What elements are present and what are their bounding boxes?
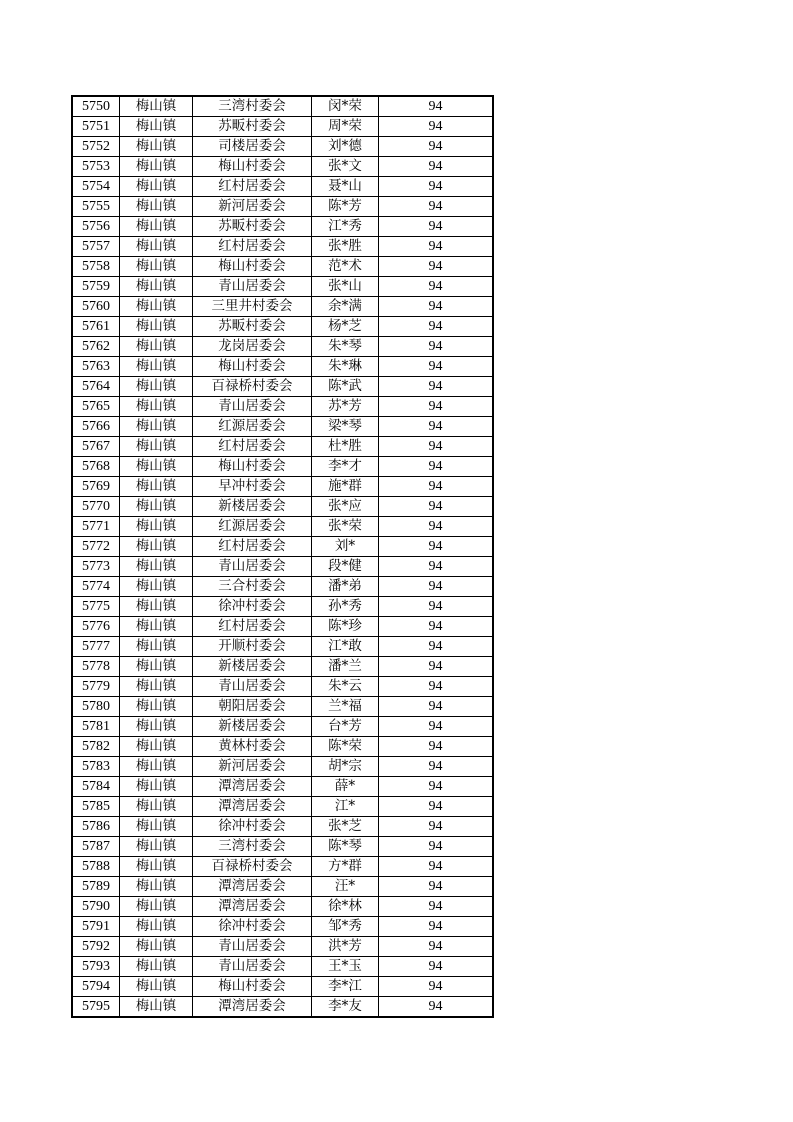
table-row: [73, 957, 493, 977]
table-row: [73, 317, 493, 337]
name-cell: 周*荣: [312, 117, 379, 137]
name-cell: 张*荣: [312, 517, 379, 537]
row-number-cell: 5761: [73, 317, 120, 337]
name-cell: 段*健: [312, 557, 379, 577]
table-row: [73, 717, 493, 737]
score-cell: 94: [379, 777, 493, 797]
name-cell: 朱*云: [312, 677, 379, 697]
score-cell: 94: [379, 577, 493, 597]
table-row: [73, 597, 493, 617]
score-cell: 94: [379, 197, 493, 217]
score-cell: 94: [379, 97, 493, 117]
community-cell: 青山居委会: [193, 397, 312, 417]
score-cell: 94: [379, 897, 493, 917]
score-cell: 94: [379, 797, 493, 817]
row-number-cell: 5773: [73, 557, 120, 577]
row-number-cell: 5769: [73, 477, 120, 497]
table-row: [73, 217, 493, 237]
table-row: [73, 277, 493, 297]
score-cell: 94: [379, 217, 493, 237]
table-row: [73, 137, 493, 157]
town-cell: 梅山镇: [120, 897, 193, 917]
name-cell: 汪*: [312, 877, 379, 897]
town-cell: 梅山镇: [120, 177, 193, 197]
table-row: [73, 577, 493, 597]
row-number-cell: 5750: [73, 97, 120, 117]
table-row: [73, 537, 493, 557]
name-cell: 陈*琴: [312, 837, 379, 857]
row-number-cell: 5776: [73, 617, 120, 637]
town-cell: 梅山镇: [120, 717, 193, 737]
row-number-cell: 5765: [73, 397, 120, 417]
table-row: [73, 637, 493, 657]
row-number-cell: 5779: [73, 677, 120, 697]
name-cell: 余*满: [312, 297, 379, 317]
community-cell: 苏畈村委会: [193, 117, 312, 137]
score-cell: 94: [379, 457, 493, 477]
community-cell: 百禄桥村委会: [193, 377, 312, 397]
community-cell: 红源居委会: [193, 517, 312, 537]
score-cell: 94: [379, 397, 493, 417]
table-row: [73, 497, 493, 517]
score-cell: 94: [379, 517, 493, 537]
row-number-cell: 5787: [73, 837, 120, 857]
town-cell: 梅山镇: [120, 697, 193, 717]
score-cell: 94: [379, 177, 493, 197]
score-cell: 94: [379, 137, 493, 157]
table-row: [73, 237, 493, 257]
town-cell: 梅山镇: [120, 217, 193, 237]
table-row: [73, 397, 493, 417]
score-cell: 94: [379, 817, 493, 837]
table-row: [73, 737, 493, 757]
row-number-cell: 5784: [73, 777, 120, 797]
table-body: [73, 97, 493, 1017]
town-cell: 梅山镇: [120, 277, 193, 297]
community-cell: 新河居委会: [193, 757, 312, 777]
score-cell: 94: [379, 977, 493, 997]
community-cell: 红村居委会: [193, 177, 312, 197]
name-cell: 杜*胜: [312, 437, 379, 457]
town-cell: 梅山镇: [120, 357, 193, 377]
table-row: [73, 257, 493, 277]
name-cell: 陈*荣: [312, 737, 379, 757]
row-number-cell: 5777: [73, 637, 120, 657]
community-cell: 徐冲村委会: [193, 817, 312, 837]
score-cell: 94: [379, 877, 493, 897]
table-row: [73, 437, 493, 457]
row-number-cell: 5752: [73, 137, 120, 157]
name-cell: 梁*琴: [312, 417, 379, 437]
row-number-cell: 5794: [73, 977, 120, 997]
town-cell: 梅山镇: [120, 497, 193, 517]
town-cell: 梅山镇: [120, 257, 193, 277]
community-cell: 新楼居委会: [193, 717, 312, 737]
score-cell: 94: [379, 437, 493, 457]
name-cell: 杨*芝: [312, 317, 379, 337]
name-cell: 刘*: [312, 537, 379, 557]
town-cell: 梅山镇: [120, 417, 193, 437]
community-cell: 新楼居委会: [193, 497, 312, 517]
town-cell: 梅山镇: [120, 437, 193, 457]
town-cell: 梅山镇: [120, 837, 193, 857]
community-cell: 朝阳居委会: [193, 697, 312, 717]
town-cell: 梅山镇: [120, 557, 193, 577]
row-number-cell: 5755: [73, 197, 120, 217]
community-cell: 徐冲村委会: [193, 597, 312, 617]
town-cell: 梅山镇: [120, 677, 193, 697]
row-number-cell: 5793: [73, 957, 120, 977]
town-cell: 梅山镇: [120, 997, 193, 1017]
table-row: [73, 617, 493, 637]
score-cell: 94: [379, 957, 493, 977]
community-cell: 潭湾居委会: [193, 777, 312, 797]
row-number-cell: 5789: [73, 877, 120, 897]
row-number-cell: 5763: [73, 357, 120, 377]
community-cell: 三湾村委会: [193, 837, 312, 857]
name-cell: 李*才: [312, 457, 379, 477]
score-cell: 94: [379, 757, 493, 777]
score-cell: 94: [379, 157, 493, 177]
row-number-cell: 5771: [73, 517, 120, 537]
score-cell: 94: [379, 317, 493, 337]
town-cell: 梅山镇: [120, 777, 193, 797]
score-cell: 94: [379, 117, 493, 137]
table-row: [73, 877, 493, 897]
row-number-cell: 5758: [73, 257, 120, 277]
row-number-cell: 5783: [73, 757, 120, 777]
row-number-cell: 5788: [73, 857, 120, 877]
community-cell: 潭湾居委会: [193, 877, 312, 897]
score-cell: 94: [379, 377, 493, 397]
town-cell: 梅山镇: [120, 877, 193, 897]
score-cell: 94: [379, 937, 493, 957]
name-cell: 江*敢: [312, 637, 379, 657]
community-cell: 三里井村委会: [193, 297, 312, 317]
community-cell: 潭湾居委会: [193, 797, 312, 817]
table-row: [73, 837, 493, 857]
community-cell: 徐冲村委会: [193, 917, 312, 937]
town-cell: 梅山镇: [120, 237, 193, 257]
score-cell: 94: [379, 257, 493, 277]
community-cell: 潭湾居委会: [193, 897, 312, 917]
name-cell: 邹*秀: [312, 917, 379, 937]
table-row: [73, 177, 493, 197]
row-number-cell: 5791: [73, 917, 120, 937]
row-number-cell: 5762: [73, 337, 120, 357]
row-number-cell: 5768: [73, 457, 120, 477]
community-cell: 梅山村委会: [193, 457, 312, 477]
name-cell: 薛*: [312, 777, 379, 797]
table-row: [73, 197, 493, 217]
town-cell: 梅山镇: [120, 137, 193, 157]
name-cell: 兰*福: [312, 697, 379, 717]
row-number-cell: 5754: [73, 177, 120, 197]
score-cell: 94: [379, 717, 493, 737]
name-cell: 陈*武: [312, 377, 379, 397]
town-cell: 梅山镇: [120, 157, 193, 177]
community-cell: 潭湾居委会: [193, 997, 312, 1017]
community-cell: 司楼居委会: [193, 137, 312, 157]
score-cell: 94: [379, 737, 493, 757]
community-cell: 青山居委会: [193, 677, 312, 697]
table-row: [73, 157, 493, 177]
community-cell: 梅山村委会: [193, 257, 312, 277]
row-number-cell: 5753: [73, 157, 120, 177]
score-cell: 94: [379, 697, 493, 717]
score-cell: 94: [379, 657, 493, 677]
town-cell: 梅山镇: [120, 577, 193, 597]
row-number-cell: 5792: [73, 937, 120, 957]
row-number-cell: 5759: [73, 277, 120, 297]
town-cell: 梅山镇: [120, 297, 193, 317]
name-cell: 方*群: [312, 857, 379, 877]
table-row: [73, 697, 493, 717]
row-number-cell: 5780: [73, 697, 120, 717]
table-row: [73, 97, 493, 117]
table-row: [73, 657, 493, 677]
table-row: [73, 417, 493, 437]
row-number-cell: 5760: [73, 297, 120, 317]
name-cell: 张*应: [312, 497, 379, 517]
score-cell: 94: [379, 597, 493, 617]
table-row: [73, 117, 493, 137]
town-cell: 梅山镇: [120, 737, 193, 757]
town-cell: 梅山镇: [120, 477, 193, 497]
name-cell: 张*芝: [312, 817, 379, 837]
row-number-cell: 5778: [73, 657, 120, 677]
score-cell: 94: [379, 857, 493, 877]
town-cell: 梅山镇: [120, 97, 193, 117]
town-cell: 梅山镇: [120, 757, 193, 777]
row-number-cell: 5790: [73, 897, 120, 917]
table-row: [73, 897, 493, 917]
table-row: [73, 557, 493, 577]
community-cell: 三湾村委会: [193, 97, 312, 117]
community-cell: 青山居委会: [193, 957, 312, 977]
table-row: [73, 857, 493, 877]
name-cell: 李*友: [312, 997, 379, 1017]
community-cell: 青山居委会: [193, 937, 312, 957]
row-number-cell: 5767: [73, 437, 120, 457]
table-row: [73, 377, 493, 397]
score-cell: 94: [379, 917, 493, 937]
community-cell: 新楼居委会: [193, 657, 312, 677]
name-cell: 陈*芳: [312, 197, 379, 217]
town-cell: 梅山镇: [120, 637, 193, 657]
row-number-cell: 5766: [73, 417, 120, 437]
table-row: [73, 297, 493, 317]
community-cell: 梅山村委会: [193, 977, 312, 997]
town-cell: 梅山镇: [120, 517, 193, 537]
table-row: [73, 337, 493, 357]
row-number-cell: 5775: [73, 597, 120, 617]
town-cell: 梅山镇: [120, 197, 193, 217]
score-cell: 94: [379, 537, 493, 557]
score-cell: 94: [379, 477, 493, 497]
table-row: [73, 917, 493, 937]
name-cell: 孙*秀: [312, 597, 379, 617]
town-cell: 梅山镇: [120, 857, 193, 877]
name-cell: 李*江: [312, 977, 379, 997]
score-cell: 94: [379, 337, 493, 357]
table-row: [73, 457, 493, 477]
name-cell: 朱*琴: [312, 337, 379, 357]
table-row: [73, 797, 493, 817]
name-cell: 张*文: [312, 157, 379, 177]
community-cell: 龙岗居委会: [193, 337, 312, 357]
table-row: [73, 777, 493, 797]
community-cell: 青山居委会: [193, 557, 312, 577]
table-row: [73, 817, 493, 837]
town-cell: 梅山镇: [120, 617, 193, 637]
score-cell: 94: [379, 677, 493, 697]
name-cell: 刘*德: [312, 137, 379, 157]
table-row: [73, 997, 493, 1017]
row-number-cell: 5751: [73, 117, 120, 137]
community-cell: 青山居委会: [193, 277, 312, 297]
town-cell: 梅山镇: [120, 117, 193, 137]
table-row: [73, 517, 493, 537]
community-cell: 红村居委会: [193, 437, 312, 457]
town-cell: 梅山镇: [120, 917, 193, 937]
town-cell: 梅山镇: [120, 977, 193, 997]
name-cell: 苏*芳: [312, 397, 379, 417]
town-cell: 梅山镇: [120, 937, 193, 957]
data-table: [72, 96, 493, 1017]
score-cell: 94: [379, 617, 493, 637]
score-cell: 94: [379, 637, 493, 657]
name-cell: 台*芳: [312, 717, 379, 737]
community-cell: 开顺村委会: [193, 637, 312, 657]
community-cell: 红村居委会: [193, 237, 312, 257]
score-cell: 94: [379, 357, 493, 377]
row-number-cell: 5757: [73, 237, 120, 257]
name-cell: 潘*兰: [312, 657, 379, 677]
table-row: [73, 977, 493, 997]
row-number-cell: 5795: [73, 997, 120, 1017]
town-cell: 梅山镇: [120, 537, 193, 557]
name-cell: 胡*宗: [312, 757, 379, 777]
name-cell: 聂*山: [312, 177, 379, 197]
town-cell: 梅山镇: [120, 657, 193, 677]
community-cell: 早冲村委会: [193, 477, 312, 497]
name-cell: 张*山: [312, 277, 379, 297]
town-cell: 梅山镇: [120, 317, 193, 337]
name-cell: 朱*琳: [312, 357, 379, 377]
table-row: [73, 357, 493, 377]
town-cell: 梅山镇: [120, 597, 193, 617]
town-cell: 梅山镇: [120, 797, 193, 817]
name-cell: 王*玉: [312, 957, 379, 977]
town-cell: 梅山镇: [120, 457, 193, 477]
row-number-cell: 5786: [73, 817, 120, 837]
town-cell: 梅山镇: [120, 817, 193, 837]
score-cell: 94: [379, 557, 493, 577]
row-number-cell: 5774: [73, 577, 120, 597]
community-cell: 黄林村委会: [193, 737, 312, 757]
community-cell: 红村居委会: [193, 617, 312, 637]
score-cell: 94: [379, 237, 493, 257]
table-row: [73, 757, 493, 777]
name-cell: 陈*珍: [312, 617, 379, 637]
table-row: [73, 477, 493, 497]
name-cell: 徐*林: [312, 897, 379, 917]
row-number-cell: 5785: [73, 797, 120, 817]
row-number-cell: 5782: [73, 737, 120, 757]
name-cell: 范*术: [312, 257, 379, 277]
row-number-cell: 5770: [73, 497, 120, 517]
community-cell: 梅山村委会: [193, 157, 312, 177]
score-cell: 94: [379, 297, 493, 317]
name-cell: 江*秀: [312, 217, 379, 237]
score-cell: 94: [379, 277, 493, 297]
row-number-cell: 5764: [73, 377, 120, 397]
town-cell: 梅山镇: [120, 957, 193, 977]
score-cell: 94: [379, 417, 493, 437]
town-cell: 梅山镇: [120, 337, 193, 357]
name-cell: 江*: [312, 797, 379, 817]
name-cell: 洪*芳: [312, 937, 379, 957]
community-cell: 红源居委会: [193, 417, 312, 437]
name-cell: 闵*荣: [312, 97, 379, 117]
score-cell: 94: [379, 497, 493, 517]
community-cell: 苏畈村委会: [193, 317, 312, 337]
town-cell: 梅山镇: [120, 377, 193, 397]
name-cell: 潘*弟: [312, 577, 379, 597]
row-number-cell: 5772: [73, 537, 120, 557]
community-cell: 苏畈村委会: [193, 217, 312, 237]
name-cell: 施*群: [312, 477, 379, 497]
row-number-cell: 5781: [73, 717, 120, 737]
community-cell: 梅山村委会: [193, 357, 312, 377]
table-row: [73, 937, 493, 957]
name-cell: 张*胜: [312, 237, 379, 257]
row-number-cell: 5756: [73, 217, 120, 237]
community-cell: 红村居委会: [193, 537, 312, 557]
community-cell: 百禄桥村委会: [193, 857, 312, 877]
score-cell: 94: [379, 997, 493, 1017]
community-cell: 三合村委会: [193, 577, 312, 597]
score-cell: 94: [379, 837, 493, 857]
table-row: [73, 677, 493, 697]
community-cell: 新河居委会: [193, 197, 312, 217]
town-cell: 梅山镇: [120, 397, 193, 417]
